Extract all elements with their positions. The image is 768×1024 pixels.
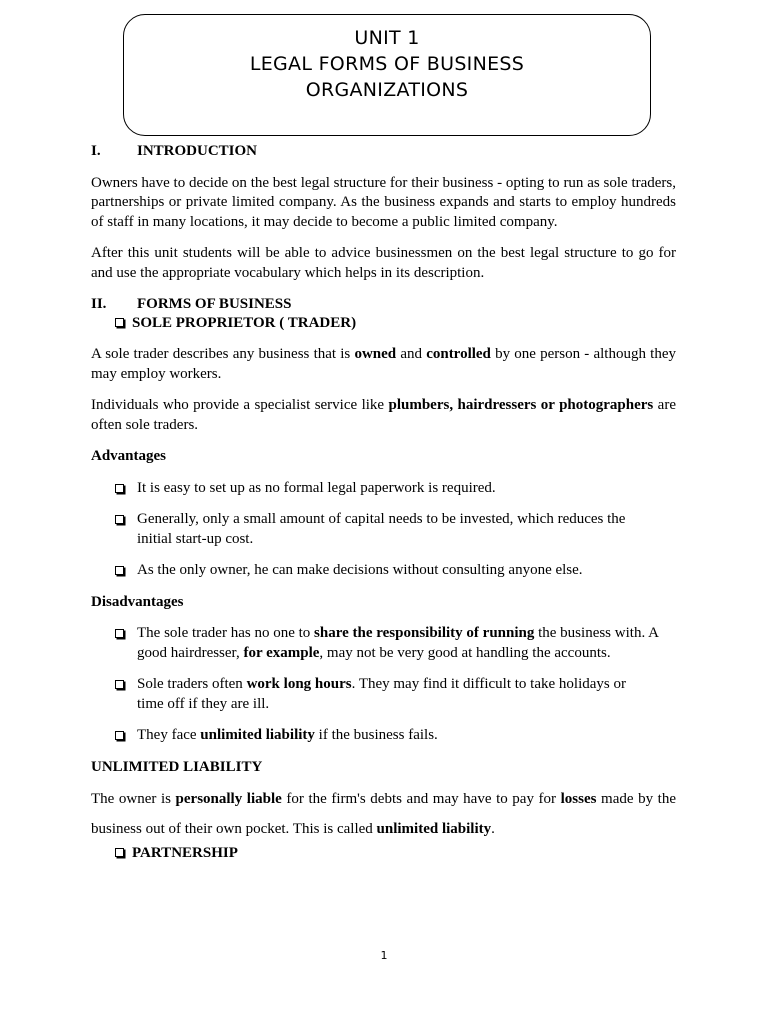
section-number: I. (91, 143, 101, 159)
checkbox-bullet-icon (115, 566, 124, 575)
section-title: INTRODUCTION (137, 143, 258, 159)
checkbox-bullet-icon (115, 680, 124, 689)
section-number: II. (91, 296, 107, 312)
intro-paragraph-1: Owners have to decide on the best legal structure for their business - opting to run as sole traders, partnerships or private limited company. As the business expands and starts to employ hundreds of staff in many locations, it may decide to become a public limited company. (91, 174, 676, 230)
unlimited-liability-heading: UNLIMITED LIABILITY (91, 758, 263, 775)
checkbox-bullet-icon (115, 318, 124, 327)
subheading-sole-proprietor: SOLE PROPRIETOR ( TRADER) (91, 313, 676, 333)
page-number: 1 (380, 949, 388, 962)
section-heading-forms (91, 295, 676, 313)
unlimited-liability-paragraph: The owner is personally liable for the firm's debts and may have to pay for losses made by the business out of their own pocket. This is called unlimited liability. (91, 791, 677, 837)
advantages-heading: Advantages (91, 448, 167, 464)
document-body (91, 140, 676, 864)
disadvantages-heading: Disadvantages (91, 593, 184, 610)
unit-title-line-2: ORGANIZATIONS (305, 79, 469, 101)
sole-trader-paragraph-1: A sole trader describes any business that is owned and controlled by one person - although they may employ workers. (91, 346, 676, 382)
checkbox-bullet-icon (115, 484, 124, 493)
disadvantage-item: They face unlimited liability if the business fails. (91, 726, 676, 746)
subheading-partnership: PARTNERSHIP (91, 844, 676, 864)
disadvantage-item: The sole trader has no one to share the responsibility of running the business with. A good hairdresser, for example, may not be very good at handling the accounts. (91, 624, 676, 663)
unit-title-line-1: LEGAL FORMS OF BUSINESS (249, 53, 525, 75)
checkbox-bullet-icon (115, 629, 124, 638)
unit-number: UNIT 1 (354, 27, 420, 49)
section-title: FORMS OF BUSINESS (137, 296, 292, 312)
advantage-item: Generally, only a small amount of capital needs to be invested, which reduces the initial start-up cost. (91, 510, 676, 549)
checkbox-bullet-icon (115, 731, 124, 740)
checkbox-bullet-icon (115, 848, 124, 857)
unit-title-box (123, 14, 651, 136)
section-heading-introduction (91, 142, 676, 162)
checkbox-bullet-icon (115, 515, 124, 524)
advantage-item: It is easy to set up as no formal legal paperwork is required. (91, 479, 676, 499)
advantage-item: As the only owner, he can make decisions without consulting anyone else. (91, 561, 676, 581)
disadvantage-item: Sole traders often work long hours. They may find it difficult to take holidays or time off if they are ill. (91, 675, 676, 714)
sole-trader-paragraph-2: Individuals who provide a specialist service like plumbers, hairdressers or photographers are often sole traders. (91, 397, 676, 433)
intro-paragraph-2: After this unit students will be able to advice businessmen on the best legal structure to go for and use the appropriate vocabulary which helps in its description. (91, 245, 676, 281)
